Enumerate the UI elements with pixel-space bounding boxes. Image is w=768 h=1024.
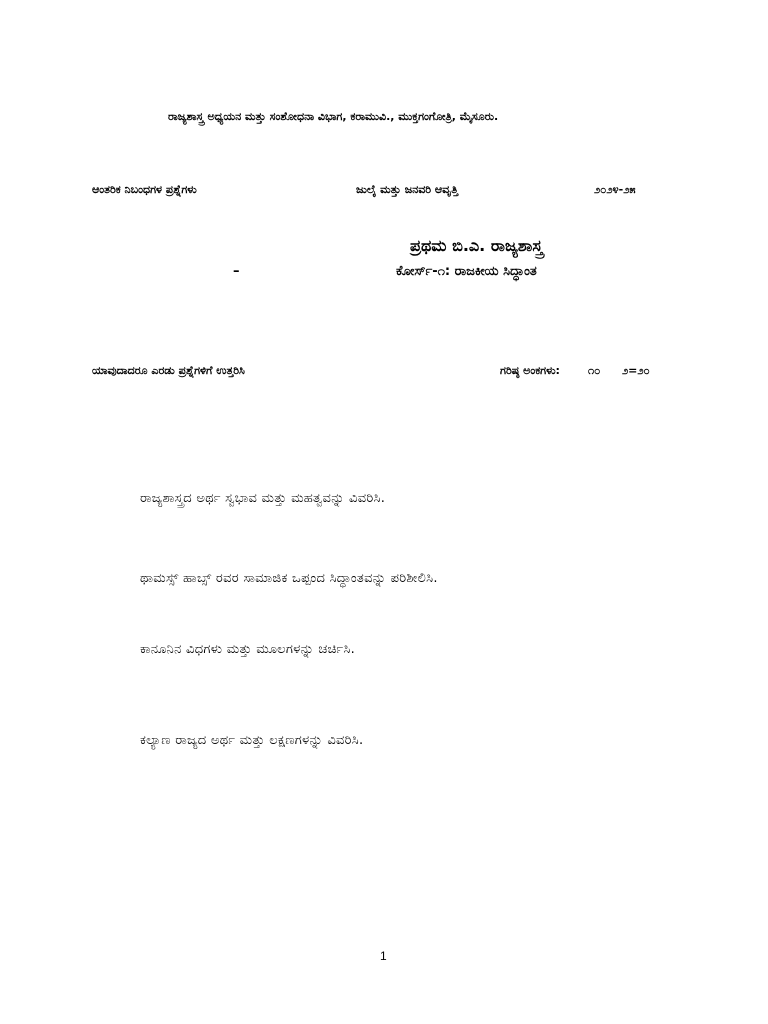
question-item: ಥಾಮಸ್ಸ್ ಹಾಬ್ಸ್ ರವರ ಸಾಮಾಜಿಕ ಒಪ್ಪಂದ ಸಿದ್ಧಾಂತವನ್ನು ಪರಿಶೀಲಿಸಿ. (140, 571, 438, 586)
page-number: 1 (380, 949, 387, 963)
answer-instruction: ಯಾವುದಾದರೂ ಎರಡು ಪ್ರಶ್ನೆಗಳಿಗೆ ಉತ್ತರಿಸಿ (92, 364, 245, 377)
session-label: ಜುಲೈ ಮತ್ತು ಜನವರಿ ಆವೃತ್ತಿ (356, 183, 458, 196)
max-marks-label: ಗರಿಷ್ಠ ಅಂಕಗಳು: (500, 364, 560, 377)
academic-year: ೨೦೨೪-೨೫ (594, 183, 636, 196)
institution-header: ರಾಜ್ಯಶಾಸ್ತ್ರ ಅಧ್ಯಯನ ಮತ್ತು ಸಂಶೋಧನಾ ವಿಭಾಗ, ಕರಾಮುವಿ., ಮುಕ್ತಗಂಗೋತ್ರಿ, ಮೈಸೂರು. (168, 110, 499, 123)
course-name: ಕೋರ್ಸ್-೧: ರಾಜಕೀಯ ಸಿದ್ಧಾಂತ (396, 264, 537, 279)
program-title: ಪ್ರಥಮ ಬಿ.ಎ. ರಾಜ್ಯಶಾಸ್ತ್ರ (410, 236, 543, 255)
max-marks-value: ೧೦ (588, 364, 601, 377)
question-item: ರಾಜ್ಯಶಾಸ್ತ್ರದ ಅರ್ಥ ಸ್ವಭಾವ ಮತ್ತು ಮಹತ್ವವನ್ನು ವಿವರಿಸಿ. (140, 491, 386, 506)
course-dash: – (233, 264, 240, 279)
question-item: ಕಾನೂನಿನ ವಿಧಗಳು ಮತ್ತು ಮೂಲಗಳನ್ನು ಚರ್ಚಿಸಿ. (140, 642, 356, 657)
assignment-title: ಆಂತರಿಕ ನಿಬಂಧಗಳ ಪ್ರಶ್ನೆಗಳು (92, 183, 197, 196)
question-item: ಕಲ್ಯಾಣ ರಾಜ್ಯದ ಅರ್ಥ ಮತ್ತು ಲಕ್ಷಣಗಳನ್ನು ವಿವರಿಸಿ. (140, 733, 364, 748)
marks-formula: ೨=೨೦ (622, 364, 650, 377)
